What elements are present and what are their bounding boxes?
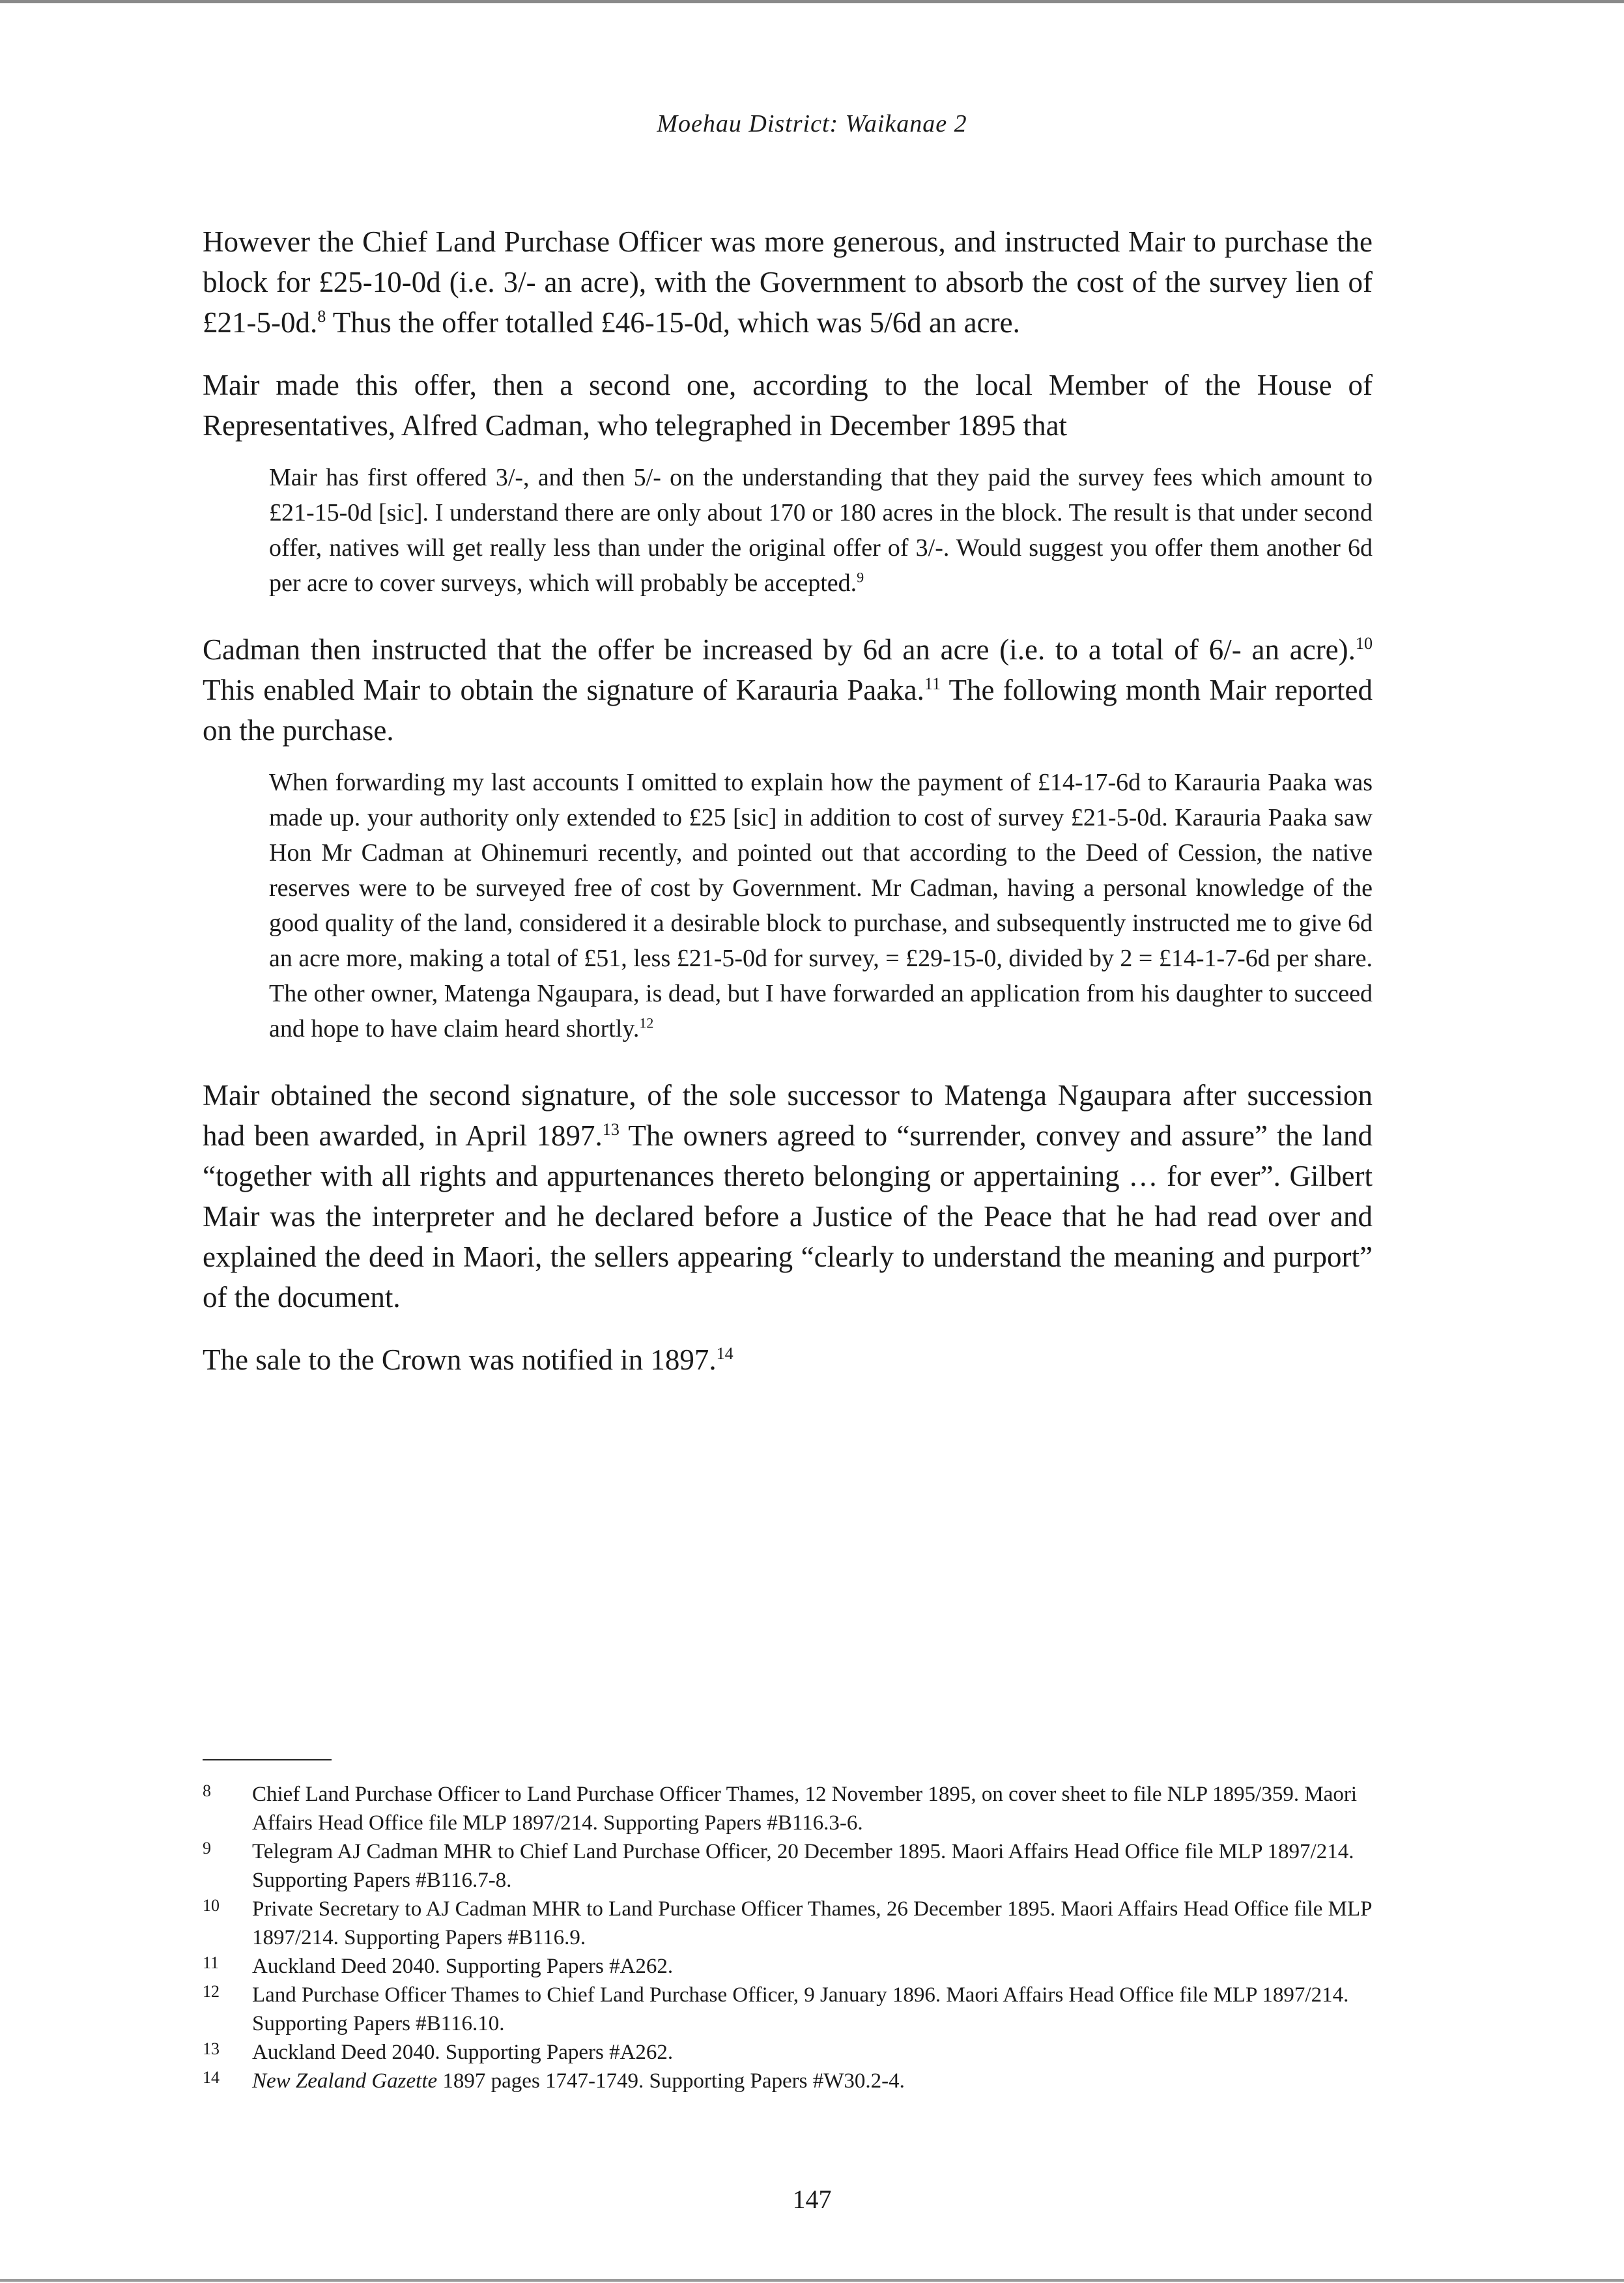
footnote-ref[interactable]: 8 xyxy=(317,307,326,326)
paragraph-2: Mair made this offer, then a second one, according to the local Member of the House of Representatives, Alfred Cadman, who telegraphed in December 1895 that xyxy=(203,369,1373,442)
footnote-divider xyxy=(203,1759,332,1760)
footnote-ref[interactable]: 9 xyxy=(857,569,864,586)
footnotes xyxy=(203,1780,1373,2095)
footnote-text: Land Purchase Officer Thames to Chief Land Purchase Officer, 9 January 1896. Maori Affairs Head Office file MLP 1897/214. Supporting Papers #B116.10. xyxy=(252,1983,1349,2035)
footnote-ref[interactable]: 12 xyxy=(639,1014,654,1031)
footnote-number: 12 xyxy=(203,1982,220,2001)
footnote-14 xyxy=(203,2067,1373,2095)
footnote-number: 9 xyxy=(203,1839,211,1858)
footnote-text: Auckland Deed 2040. Supporting Papers #A262. xyxy=(252,2041,674,2064)
footnote-13 xyxy=(203,2038,1373,2067)
footnote-text: New Zealand Gazette 1897 pages 1747-1749. Supporting Papers #W30.2-4. xyxy=(252,2069,905,2093)
footnote-9 xyxy=(203,1837,1373,1895)
footnote-ref[interactable]: 10 xyxy=(1355,634,1373,653)
footnote-11 xyxy=(203,1952,1373,1981)
footnote-ref[interactable]: 13 xyxy=(602,1120,620,1139)
scan-top-edge xyxy=(0,0,1624,3)
paragraph-5: The sale to the Crown was notified in 1897.14 xyxy=(203,1343,734,1376)
publication-title: New Zealand Gazette xyxy=(252,2069,438,2093)
footnote-8 xyxy=(203,1780,1373,1837)
footnote-number: 8 xyxy=(203,1781,211,1800)
block-quote-2: When forwarding my last accounts I omitted to explain how the payment of £14-17-6d to Karauria Paaka was made up. your authority only extended to £25 [sic] in addition to cost of survey £21-5-0d. Karauria Paaka saw Hon Mr Cadman at Ohinemuri recently, and pointed out that according to the Deed of Cession, the native reserves were to be surveyed free of cost by Government. Mr Cadman, having a personal knowledge of the good quality of the land, considered it a desirable block to purchase, and subsequently instructed me to give 6d an acre more, making a total of £51, less £21-5-0d for survey, = £29-15-0, divided by 2 = £14-1-7-6d per share. The other owner, Matenga Ngaupara, is dead, but I have forwarded an application from his daughter to succeed and hope to have claim heard shortly.$^{12}$ xyxy=(269,769,1373,1042)
scan-bottom-edge xyxy=(0,2279,1624,2282)
footnote-text: Telegram AJ Cadman MHR to Chief Land Purchase Officer, 20 December 1895. Maori Affairs Head Office file MLP 1897/214. Supporting Papers #B116.7-8. xyxy=(252,1840,1354,1892)
block-quote-1: Mair has first offered 3/-, and then 5/- on the understanding that they paid the survey fees which amount to £21-15-0d [sic]. I understand there are only about 170 or 180 acres in the block. The result is that under second offer, natives will get really less than under the original offer of 3/-. Would suggest you offer them another 6d per acre to cover surveys, which will probably be accepted.$^9$ xyxy=(269,464,1373,597)
footnote-text: Auckland Deed 2040. Supporting Papers #A262. xyxy=(252,1955,674,1978)
paragraph-4: Mair obtained the second signature, of the sole successor to Matenga Ngaupara after succession had been awarded, in April 1897.13 The owners agreed to “surrender, convey and assure” the land “together with all rights and appurtenances thereto belonging or appertaining … for ever”. Gilbert Mair was the interpreter and he declared before a Justice of the Peace that he had read over and explained the deed in Maori, the sellers appearing “clearly to understand the meaning and purport” of the document. xyxy=(203,1079,1373,1314)
body-text xyxy=(203,222,1373,1402)
footnote-number: 10 xyxy=(203,1896,220,1915)
footnote-number: 13 xyxy=(203,2039,220,2058)
running-head: Moehau District: Waikanae 2 xyxy=(657,110,967,137)
footnote-text: Chief Land Purchase Officer to Land Purchase Officer Thames, 12 November 1895, on cover sheet to file NLP 1895/359. Maori Affairs Head Office file MLP 1897/214. Supporting Papers #B116.3-6. xyxy=(252,1783,1357,1835)
footnote-ref[interactable]: 14 xyxy=(716,1344,734,1363)
footnote-number: 14 xyxy=(203,2068,220,2087)
footnote-ref[interactable]: 11 xyxy=(924,674,941,693)
paragraph-3: Cadman then instructed that the offer be increased by 6d an acre (i.e. to a total of 6/- an acre).$^{10}$ This enabled Mair to obtain the signature of Karauria Paaka.$^{11}$ The following month Mair reported on the purchase. xyxy=(203,633,1373,747)
footnote-12 xyxy=(203,1981,1373,2038)
footnote-number: 11 xyxy=(203,1953,220,1972)
paragraph-1: However the Chief Land Purchase Officer was more generous, and instructed Mair to purchase the block for £25-10-0d (i.e. 3/- an acre), with the Government to absorb the cost of the survey lien of £21-5-0d.$^8$ Thus the offer totalled £46-15-0d, which was 5/6d an acre. xyxy=(203,225,1373,339)
footnote-text: Private Secretary to AJ Cadman MHR to Land Purchase Officer Thames, 26 December 1895. Maori Affairs Head Office file MLP 1897/214. Supporting Papers #B116.9. xyxy=(252,1897,1372,1949)
footnote-10 xyxy=(203,1895,1373,1952)
page-number: 147 xyxy=(792,2185,832,2214)
